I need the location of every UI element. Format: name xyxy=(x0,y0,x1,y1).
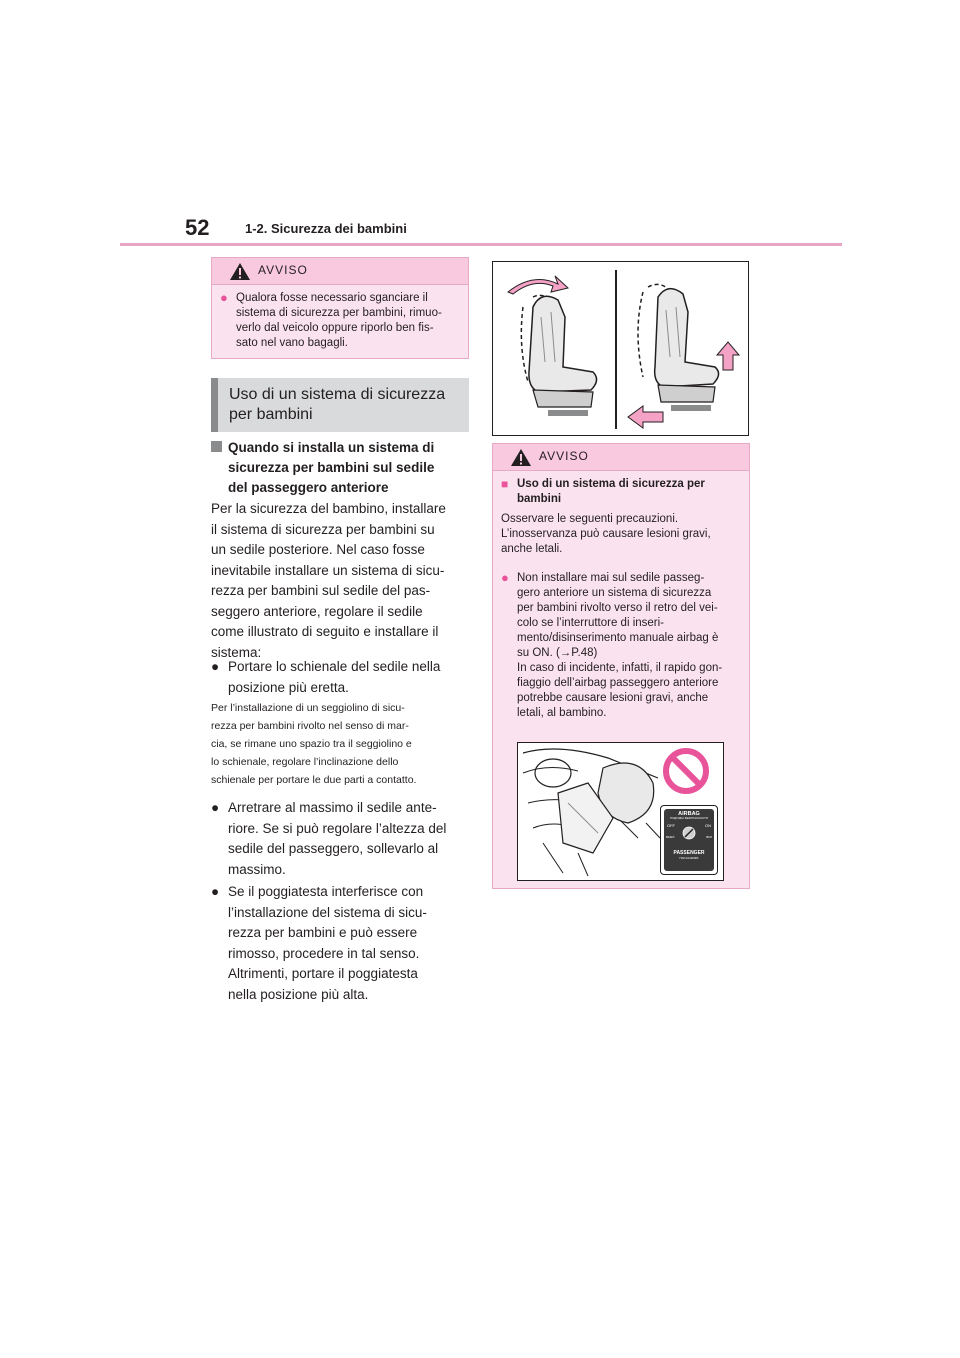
airbag-on-ru-text: ВКЛ xyxy=(706,835,712,839)
text-line: fiaggio dell’airbag passeggero anteriore xyxy=(517,677,719,689)
text-line: Se il poggiatesta interferisce con xyxy=(228,884,424,899)
text-line: il sistema di sicurezza per bambini su xyxy=(211,521,435,537)
subhead-line: del passeggero anteriore xyxy=(228,480,389,495)
text-line: per bambini rivolto verso il retro del vei- xyxy=(517,602,718,614)
text-line: L’inosservanza può causare lesioni gravi, xyxy=(501,528,711,540)
text-line: seggero anteriore, regolare il sedile xyxy=(211,603,423,619)
text-line: In caso di incidente, infatti, il rapido gon- xyxy=(517,662,723,674)
text-line: un sedile posteriore. Nel caso fosse xyxy=(211,542,425,557)
text-line: Per l’installazione di un seggiolino di sicu- xyxy=(211,702,405,714)
text-line: Altrimenti, portare il poggiatesta xyxy=(228,966,418,981)
text-line: Uso di un sistema di sicurezza per xyxy=(517,478,705,490)
text-line: Per la sicurezza del bambino, installare xyxy=(211,501,446,516)
text-line: bambini xyxy=(517,493,562,505)
warning-triangle-icon xyxy=(229,261,251,281)
airbag-off-text: OFF xyxy=(667,823,675,828)
text-line: colo se l’interruttore di inseri- xyxy=(517,617,665,629)
subhead-line: Quando si installa un sistema di xyxy=(228,440,435,455)
text-line: rezza per bambini sul sedile del pas- xyxy=(211,583,431,598)
text-line: nella posizione più alta. xyxy=(228,986,369,1002)
bullet-dot-icon: ● xyxy=(220,290,228,305)
warning-paragraph xyxy=(501,512,747,557)
section-title: 1-2. Sicurezza dei bambini xyxy=(245,221,407,236)
warning-line: sato nel vano bagagli. xyxy=(236,337,348,349)
airbag-label-top-sub: ПОДУШКА БЕЗОПАСНОСТИ xyxy=(670,816,708,820)
warning-box-1 xyxy=(211,257,469,359)
airbag-key-switch-icon xyxy=(682,826,696,840)
text-line: Arretrare al massimo il sedile ante- xyxy=(228,800,437,815)
airbag-prohibition-illustration xyxy=(517,742,724,881)
note-paragraph xyxy=(211,699,473,789)
text-line: Non installare mai sul sedile passeg- xyxy=(517,572,705,584)
bullet-dot-icon: ● xyxy=(501,570,509,585)
text-line: gero anteriore un sistema di sicurezza xyxy=(517,587,712,599)
text-line: l’installazione del sistema di sicu- xyxy=(228,904,427,920)
header-rule xyxy=(120,243,842,246)
text-line: Osservare le seguenti precauzioni. xyxy=(501,513,679,525)
text-line: sedile del passeggero, sollevarlo al xyxy=(228,841,439,856)
warning-line: sistema di sicurezza per bambini, rimuo- xyxy=(236,307,442,319)
airbag-label-bottom-sub: ПАССАЖИРА xyxy=(679,856,699,860)
text-line: schienale per portare le due parti a contatto. xyxy=(211,774,417,786)
text-line: posizione più eretta. xyxy=(228,679,349,695)
text-line: rezza per bambini rivolto nel senso di mar- xyxy=(211,720,409,732)
warning-line: verlo dal veicolo oppure riporlo ben fis- xyxy=(236,322,434,334)
text-line: come illustrato di seguito e installare il xyxy=(211,624,439,639)
text-line: mento/disinserimento manuale airbag è xyxy=(517,632,719,644)
text-line: letali, al bambino. xyxy=(517,707,607,719)
text-line: sistema: xyxy=(211,644,262,660)
warning-header xyxy=(493,444,749,471)
seat-diagram-svg xyxy=(493,262,748,435)
subhead-line: sicurezza per bambini sul sedile xyxy=(228,460,435,475)
bullet-dot-icon: ● xyxy=(211,800,220,815)
warning-header xyxy=(212,258,468,285)
airbag-switch-label xyxy=(660,805,718,875)
airbag-label-bottom: PASSENGER xyxy=(673,850,705,856)
text-line: Portare lo schienale del sedile nella xyxy=(228,659,441,674)
heading-line: per bambini xyxy=(229,406,313,423)
text-line: rimosso, procedere in tal senso. xyxy=(228,945,420,961)
page-number: 52 xyxy=(185,215,210,240)
bullet-dot-icon: ● xyxy=(211,659,220,674)
warning-title: AVVISO xyxy=(258,263,308,277)
text-line: riore. Se si può regolare l’altezza del xyxy=(228,820,447,836)
airbag-on-text: ON xyxy=(705,823,711,828)
seat-adjustment-illustration xyxy=(492,261,749,436)
heading-line: Uso di un sistema di sicurezza xyxy=(229,386,446,403)
section-heading xyxy=(211,378,469,432)
text-line: massimo. xyxy=(228,861,286,877)
airbag-off-ru-text: ВЫКЛ xyxy=(666,835,675,839)
text-line: cia, se rimane uno spazio tra il seggiolino e xyxy=(211,738,412,750)
intro-paragraph xyxy=(211,499,473,663)
section-heading-text xyxy=(229,385,445,425)
warning-title: AVVISO xyxy=(539,449,589,463)
warning-box-2 xyxy=(492,443,750,889)
square-bullet-icon: ■ xyxy=(501,477,509,491)
text-line: lo schienale, regolare l’inclinazione dello xyxy=(211,756,399,768)
square-bullet-icon xyxy=(211,441,222,452)
airbag-label-top: AIRBAG xyxy=(678,811,700,817)
warning-triangle-icon xyxy=(510,447,532,467)
text-line: rezza per bambini e può essere xyxy=(228,925,418,940)
text-line: su ON. (→P.48) xyxy=(517,647,598,659)
text-line: potrebbe causare lesioni gravi, anche xyxy=(517,692,709,704)
bullet-dot-icon: ● xyxy=(211,884,220,899)
text-line: anche letali. xyxy=(501,543,563,555)
text-line: inevitabile installare un sistema di sicu- xyxy=(211,562,445,578)
warning-line: Qualora fosse necessario sganciare il xyxy=(236,292,428,304)
